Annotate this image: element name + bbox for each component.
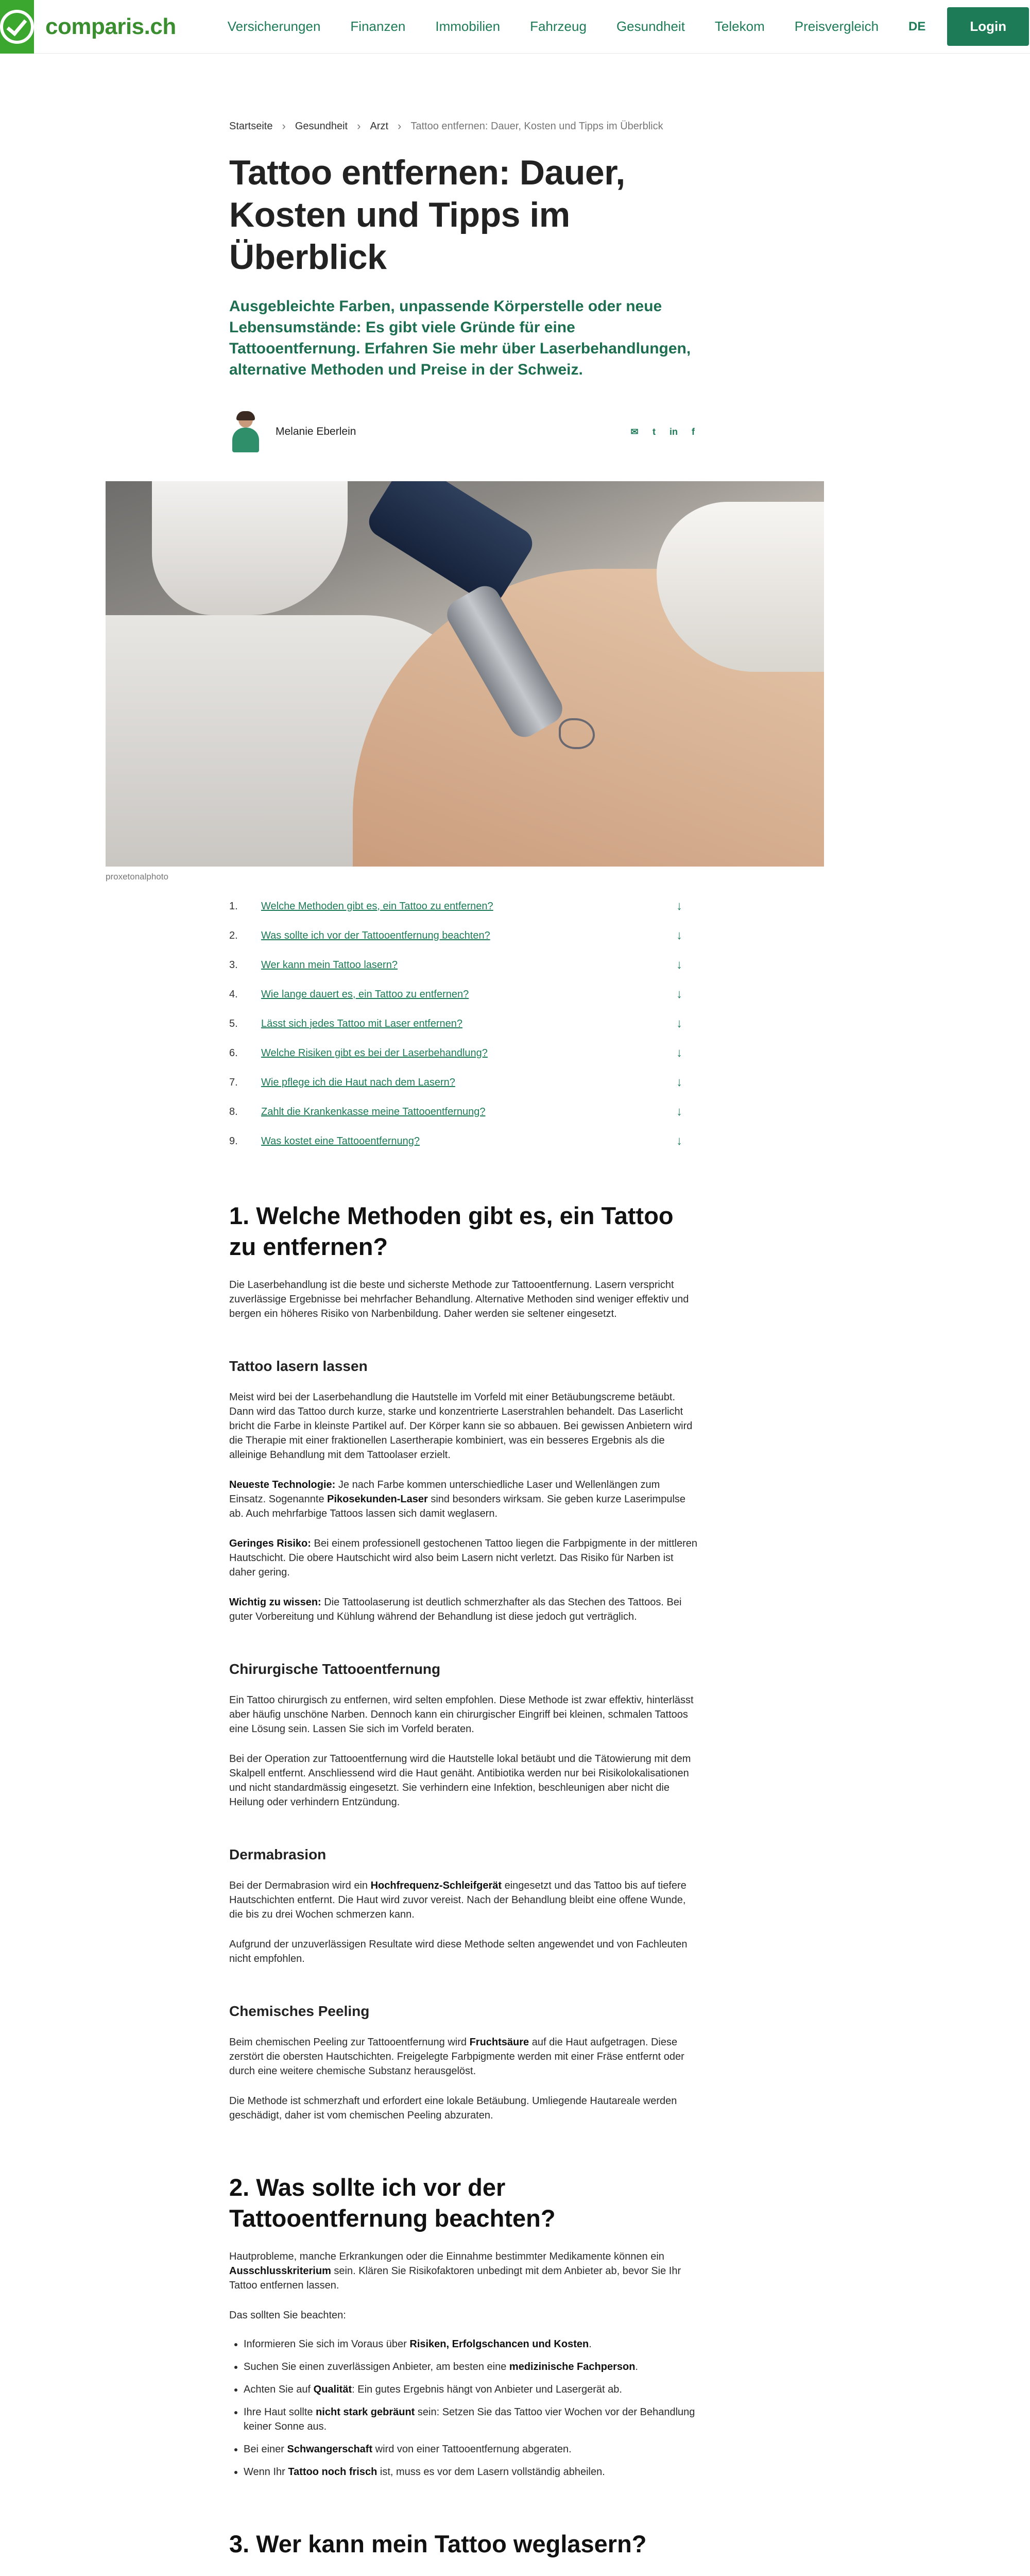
author-name[interactable]: Melanie Eberlein	[276, 426, 356, 437]
paragraph: Bei der Dermabrasion wird ein Hochfrequenz-Schleifgerät eingesetzt und das Tattoo bis auf tiefere Hautschichten entfernt. Die Haut wird zuvor vereist. Nach der Behandlung bleibt eine offene Wunde, die bis zu drei Wochen schmerzen kann.	[229, 1880, 686, 1920]
paragraph: Meist wird bei der Laserbehandlung die Hautstelle im Vorfeld mit einer Betäubungscreme betäubt. Dann wird das Tattoo durch kurze, starke und konzentrierte Laserstrahlen behandelt. Das Laserlicht bricht die Farbe in kleinste Partikel auf. Der Körper kann sie so abbauen. Bei gewissen Anbietern wird die Therapie mit einer fraktionellen Lasertherapie kombiniert, was ein besseres Ergebnis als die alleinige Behandlung mit dem Tattoolaser erzielt.	[229, 1392, 693, 1461]
nav-item-preisvergleich[interactable]: Preisvergleich	[794, 19, 879, 34]
toc-item[interactable]: 5. Lässt sich jedes Tattoo mit Laser entfernen? ↓	[229, 1016, 682, 1030]
avatar	[229, 411, 262, 452]
twitter-icon[interactable]: t	[653, 426, 656, 437]
main-nav	[228, 19, 908, 35]
toc-item[interactable]: 1. Welche Methoden gibt es, ein Tattoo zu entfernen? ↓	[229, 899, 682, 913]
nav-item-telekom[interactable]: Telekom	[714, 19, 765, 34]
nav-item-fahrzeug[interactable]: Fahrzeug	[530, 19, 587, 34]
toc-link[interactable]: Welche Methoden gibt es, ein Tattoo zu entfernen?	[261, 900, 493, 912]
breadcrumb-current: Tattoo entfernen: Dauer, Kosten und Tipps im Überblick	[410, 120, 663, 132]
arrow-down-icon[interactable]: ↓	[676, 899, 682, 913]
arrow-down-icon[interactable]: ↓	[676, 1075, 682, 1089]
arrow-down-icon[interactable]: ↓	[676, 1134, 682, 1148]
toc-link[interactable]: Wie pflege ich die Haut nach dem Lasern?	[261, 1076, 455, 1088]
chevron-right-icon: ›	[357, 120, 361, 132]
chevron-right-icon: ›	[282, 120, 286, 132]
chevron-right-icon: ›	[398, 120, 402, 132]
facebook-icon[interactable]: f	[692, 426, 695, 437]
paragraph: Geringes Risiko: Bei einem professionell gestochenen Tattoo liegen die Farbpigmente in der mittleren Hautschicht. Die obere Hautschicht wird also beim Lasern nicht verletzt. Das Risiko für Narben ist daher gering.	[229, 1538, 698, 1578]
hero-image	[106, 481, 824, 867]
nav-item-versicherungen[interactable]: Versicherungen	[227, 19, 321, 34]
paragraph: Wichtig zu wissen: Die Tattoolaserung ist deutlich schmerzhafter als das Stechen des Tattoos. Bei guter Vorbereitung und Kühlung während der Behandlung ist diese jedoch gut verträglich.	[229, 1597, 682, 1622]
list-item: • Ihre Haut sollte nicht stark gebräunt sein: Setzen Sie das Tattoo vier Wochen vor der Behandlung keiner Sonne aus.	[244, 2405, 698, 2434]
toc-link[interactable]: Was sollte ich vor der Tattooentfernung beachten?	[261, 929, 490, 941]
breadcrumb-startseite[interactable]: Startseite	[229, 120, 273, 132]
checklist	[229, 2337, 698, 2479]
toc-link[interactable]: Lässt sich jedes Tattoo mit Laser entfernen?	[261, 1018, 462, 1029]
arrow-down-icon[interactable]: ↓	[676, 1105, 682, 1118]
paragraph: Bei der Operation zur Tattooentfernung wird die Hautstelle lokal betäubt und die Tätowierung mit dem Skalpell entfernt. Anschliessend wird die Haut genäht. Antibiotika werden nur bei Risikolokalisationen und nicht standardmässig eingesetzt. Sie verhindern eine Infektion, beschleunigen aber nicht die Heilung oder verhindern Entzündung.	[229, 1753, 691, 1808]
paragraph: Ein Tattoo chirurgisch zu entfernen, wird selten empfohlen. Diese Methode ist zwar effektiv, hinterlässt aber häufig unschöne Narben. Dennoch kann ein chirurgischer Eingriff bei kleinen, schmalen Tattoos eine Lösung sein. Lassen Sie sich im Vorfeld beraten.	[229, 1694, 694, 1735]
author-row	[229, 411, 698, 452]
paragraph: Die Laserbehandlung ist die beste und sicherste Methode zur Tattooentfernung. Lasern verspricht zuverlässige Ergebnisse bei mehrfacher Behandlung. Alternative Methoden sind weniger effektiv und bergen ein höheres Risiko von Narbenbildung. Daher werden sie seltener eingesetzt.	[229, 1279, 689, 1319]
checkmark-icon	[0, 10, 34, 44]
arrow-down-icon[interactable]: ↓	[676, 987, 682, 1001]
paragraph: Neueste Technologie: Je nach Farbe kommen unterschiedliche Laser und Wellenlängen zum Einsatz. Sogenannte Pikosekunden-Laser sind besonders wirksam. Sie geben kurze Laserimpulse ab. Auch mehrfarbige Tattoos lassen sich damit weglasern.	[229, 1479, 686, 1519]
list-item: • Informieren Sie sich im Voraus über Risiken, Erfolgschancen und Kosten.	[244, 2337, 698, 2351]
list-item: • Achten Sie auf Qualität: Ein gutes Ergebnis hängt von Anbieter und Lasergerät ab.	[244, 2382, 698, 2397]
list-item: • Suchen Sie einen zuverlässigen Anbieter, am besten eine medizinische Fachperson.	[244, 2360, 698, 2374]
toc-item[interactable]: 3. Wer kann mein Tattoo lasern? ↓	[229, 958, 682, 972]
toc-item[interactable]: 4. Wie lange dauert es, ein Tattoo zu entfernen? ↓	[229, 987, 682, 1001]
toc-item[interactable]: 6. Welche Risiken gibt es bei der Laserbehandlung? ↓	[229, 1046, 682, 1060]
language-switch[interactable]: DE	[908, 19, 926, 33]
toc-link[interactable]: Wie lange dauert es, ein Tattoo zu entfernen?	[261, 988, 469, 1000]
article-lead: Ausgebleichte Farben, unpassende Körperstelle oder neue Lebensumstände: Es gibt viele Gründe für eine Tattooentfernung. Erfahren Sie mehr über Laserbehandlungen, alternative Methoden und Preise in der Schweiz.	[229, 298, 691, 378]
nav-item-gesundheit[interactable]: Gesundheit	[616, 19, 685, 34]
arrow-down-icon[interactable]: ↓	[676, 928, 682, 942]
toc-item[interactable]: 2. Was sollte ich vor der Tattooentfernung beachten? ↓	[229, 928, 682, 942]
logo[interactable]	[0, 0, 34, 54]
brand-name[interactable]: comparis.ch	[45, 13, 176, 39]
paragraph: Die Methode ist schmerzhaft und erfordert eine lokale Betäubung. Umliegende Hautareale werden geschädigt, daher ist vom chemischen Peeling abzuraten.	[229, 2095, 677, 2121]
share-bar	[630, 427, 698, 436]
email-icon[interactable]: ✉	[630, 426, 639, 437]
arrow-down-icon[interactable]: ↓	[676, 1046, 682, 1060]
toc-item[interactable]: 9. Was kostet eine Tattooentfernung? ↓	[229, 1134, 682, 1148]
breadcrumb	[229, 120, 698, 133]
image-credit: proxetonalphoto	[106, 872, 168, 882]
section-1-heading: 1. Welche Methoden gibt es, ein Tattoo zu entfernen?	[229, 1202, 674, 1260]
list-item: • Wenn Ihr Tattoo noch frisch ist, muss es vor dem Lasern vollständig abheilen.	[244, 2465, 698, 2479]
arrow-down-icon[interactable]: ↓	[676, 1016, 682, 1030]
toc-link[interactable]: Welche Risiken gibt es bei der Laserbehandlung?	[261, 1047, 488, 1059]
list-item: • Bei einer Schwangerschaft wird von einer Tattooentfernung abgeraten.	[244, 2442, 698, 2456]
toc-link[interactable]: Wer kann mein Tattoo lasern?	[261, 959, 398, 971]
breadcrumb-arzt[interactable]: Arzt	[370, 120, 388, 132]
paragraph: Hautprobleme, manche Erkrankungen oder die Einnahme bestimmter Medikamente können ein Ausschlusskriterium sein. Klären Sie Risikofaktoren unbedingt mit dem Anbieter ab, bevor Sie Ihr Tattoo entfernen lassen.	[229, 2251, 681, 2291]
paragraph: Das sollten Sie beachten:	[229, 2310, 346, 2321]
toc-link[interactable]: Zahlt die Krankenkasse meine Tattooentfernung?	[261, 1106, 486, 1117]
paragraph: Beim chemischen Peeling zur Tattooentfernung wird Fruchtsäure auf die Haut aufgetragen. Diese zerstört die obersten Hautschichten. Freigelegte Farbpigmente werden mit einer Fräse entfernt oder durch eine weitere chemische Substanz herausgelöst.	[229, 2037, 684, 2077]
subheading-laser: Tattoo lasern lassen	[229, 1358, 368, 1374]
section-2-heading: 2. Was sollte ich vor der Tattooentfernung beachten?	[229, 2174, 556, 2232]
linkedin-icon[interactable]: in	[670, 426, 678, 437]
section-3-heading: 3. Wer kann mein Tattoo weglasern?	[229, 2530, 647, 2557]
subheading-peeling: Chemisches Peeling	[229, 2003, 370, 2019]
toc-item[interactable]: 8. Zahlt die Krankenkasse meine Tattooentfernung? ↓	[229, 1105, 682, 1118]
site-header	[0, 0, 1030, 54]
nav-item-finanzen[interactable]: Finanzen	[350, 19, 406, 34]
toc-link[interactable]: Was kostet eine Tattooentfernung?	[261, 1135, 420, 1147]
login-button[interactable]: Login	[947, 7, 1029, 46]
breadcrumb-gesundheit[interactable]: Gesundheit	[295, 120, 348, 132]
paragraph: Aufgrund der unzuverlässigen Resultate wird diese Methode selten angewendet und von Fachleuten nicht empfohlen.	[229, 1939, 688, 1964]
arrow-down-icon[interactable]: ↓	[676, 958, 682, 972]
page-title: Tattoo entfernen: Dauer, Kosten und Tipps im Überblick	[229, 153, 625, 277]
subheading-dermabrasion: Dermabrasion	[229, 1846, 327, 1862]
subheading-surgery: Chirurgische Tattooentfernung	[229, 1661, 441, 1677]
nav-item-immobilien[interactable]: Immobilien	[435, 19, 501, 34]
toc-item[interactable]: 7. Wie pflege ich die Haut nach dem Lasern? ↓	[229, 1075, 682, 1089]
table-of-contents	[229, 896, 698, 1151]
